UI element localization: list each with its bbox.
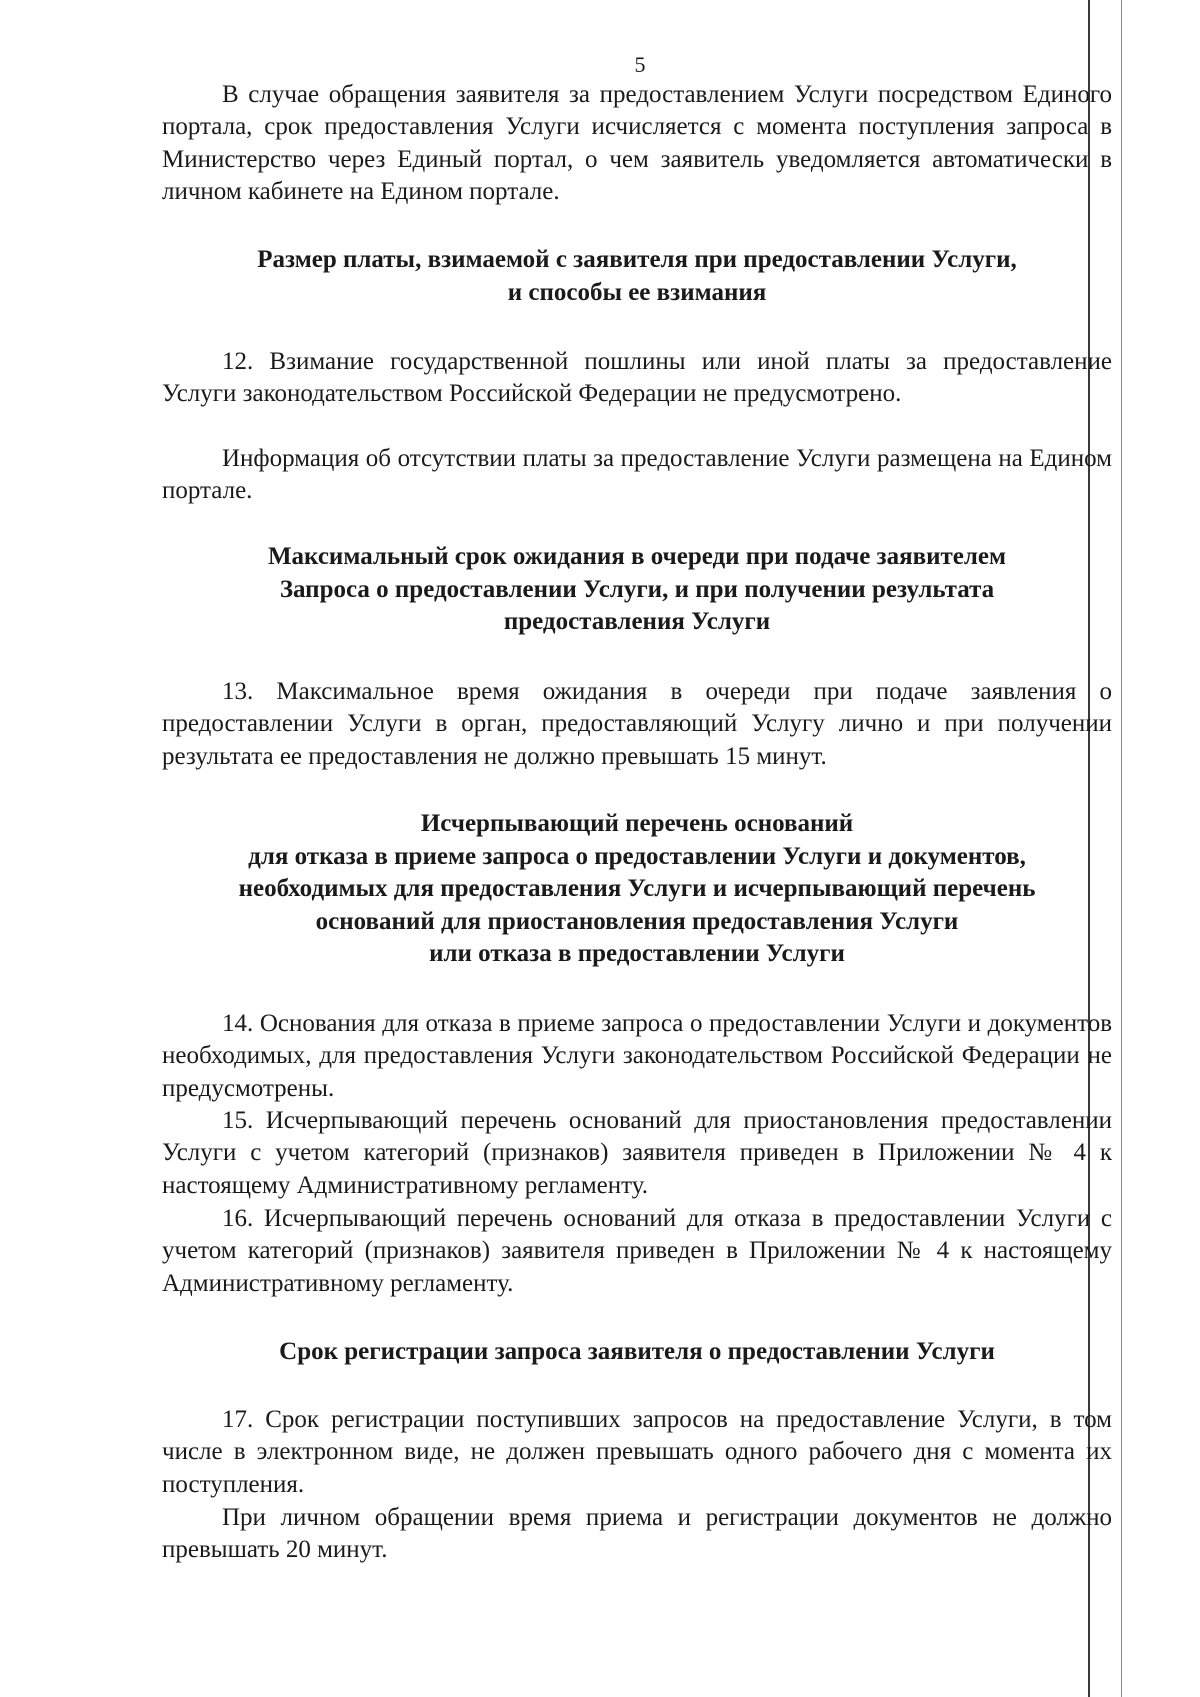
heading-line: Запроса о предоставлении Услуги, и при получении результата — [279, 575, 995, 603]
heading-line: необходимых для предоставления Услуги и исчерпывающий перечень — [238, 875, 1036, 903]
paragraph-12: 12. Взимание государственной пошлины или иной платы за предоставление Услуги законодательством Российской Федерации не предусмотрено. — [162, 348, 1112, 408]
paragraph-16: 16. Исчерпывающий перечень оснований для отказа в предоставлении Услуги с учетом категорий (признаков) заявителя приведен в Приложении № 4 к настоящему Административному регламенту. — [162, 1205, 1112, 1297]
heading-line: предоставления Услуги — [503, 608, 771, 636]
heading-payment — [162, 244, 1112, 309]
heading-line: Срок регистрации запроса заявителя о предоставлении Услуги — [279, 1338, 995, 1365]
heading-refusal-grounds — [162, 808, 1112, 971]
paragraph-17: 17. Срок регистрации поступивших запросов на предоставление Услуги, в том числе в электронном виде, не должен превышать одного рабочего дня с момента их поступления. — [162, 1406, 1112, 1498]
page-number: 5 — [634, 52, 646, 77]
heading-line: или отказа в предоставлении Услуги — [429, 940, 845, 968]
paragraph-payment-info: Информация об отсутствии платы за предоставление Услуги размещена на Едином портале. — [162, 445, 1112, 505]
intro-paragraph: В случае обращения заявителя за предоставлением Услуги посредством Единого портала, срок предоставления Услуги исчисляется с момента поступления запроса в Министерство через Единый портал, о чем заявитель уведомляется автоматически в личном кабинете на Едином портале. — [162, 81, 1112, 206]
paragraph-14: 14. Основания для отказа в приеме запроса о предоставлении Услуги и документов необходимых, для предоставления Услуги законодательством Российской Федерации не предусмотрены. — [162, 1010, 1112, 1102]
heading-line: оснований для приостановления предоставления Услуги — [315, 907, 959, 935]
heading-line: и способы ее взимания — [507, 278, 767, 306]
heading-line: Размер платы, взимаемой с заявителя при предоставлении Услуги, — [257, 246, 1017, 273]
scan-edge-line-secondary — [1121, 0, 1122, 1697]
paragraph-13: 13. Максимальное время ожидания в очереди при подаче заявления о предоставлении Услуги в орган, предоставляющий Услугу лично и при получении результата ее предоставления не должно превышать 15 минут. — [162, 678, 1112, 770]
heading-line: Исчерпывающий перечень оснований — [420, 810, 854, 837]
heading-line: Максимальный срок ожидания в очереди при подаче заявителем — [267, 543, 1007, 570]
heading-queue-time — [162, 541, 1112, 639]
paragraph-registration-time: При личном обращении время приема и регистрации документов не должно превышать 20 минут. — [162, 1504, 1112, 1564]
heading-registration-term — [162, 1336, 1112, 1369]
paragraph-15: 15. Исчерпывающий перечень оснований для приостановления предоставлении Услуги с учетом категорий (признаков) заявителя приведен в Приложении № 4 к настоящему Административному регламенту. — [162, 1107, 1112, 1199]
heading-line: для отказа в приеме запроса о предоставлении Услуги и документов, — [248, 842, 1026, 870]
